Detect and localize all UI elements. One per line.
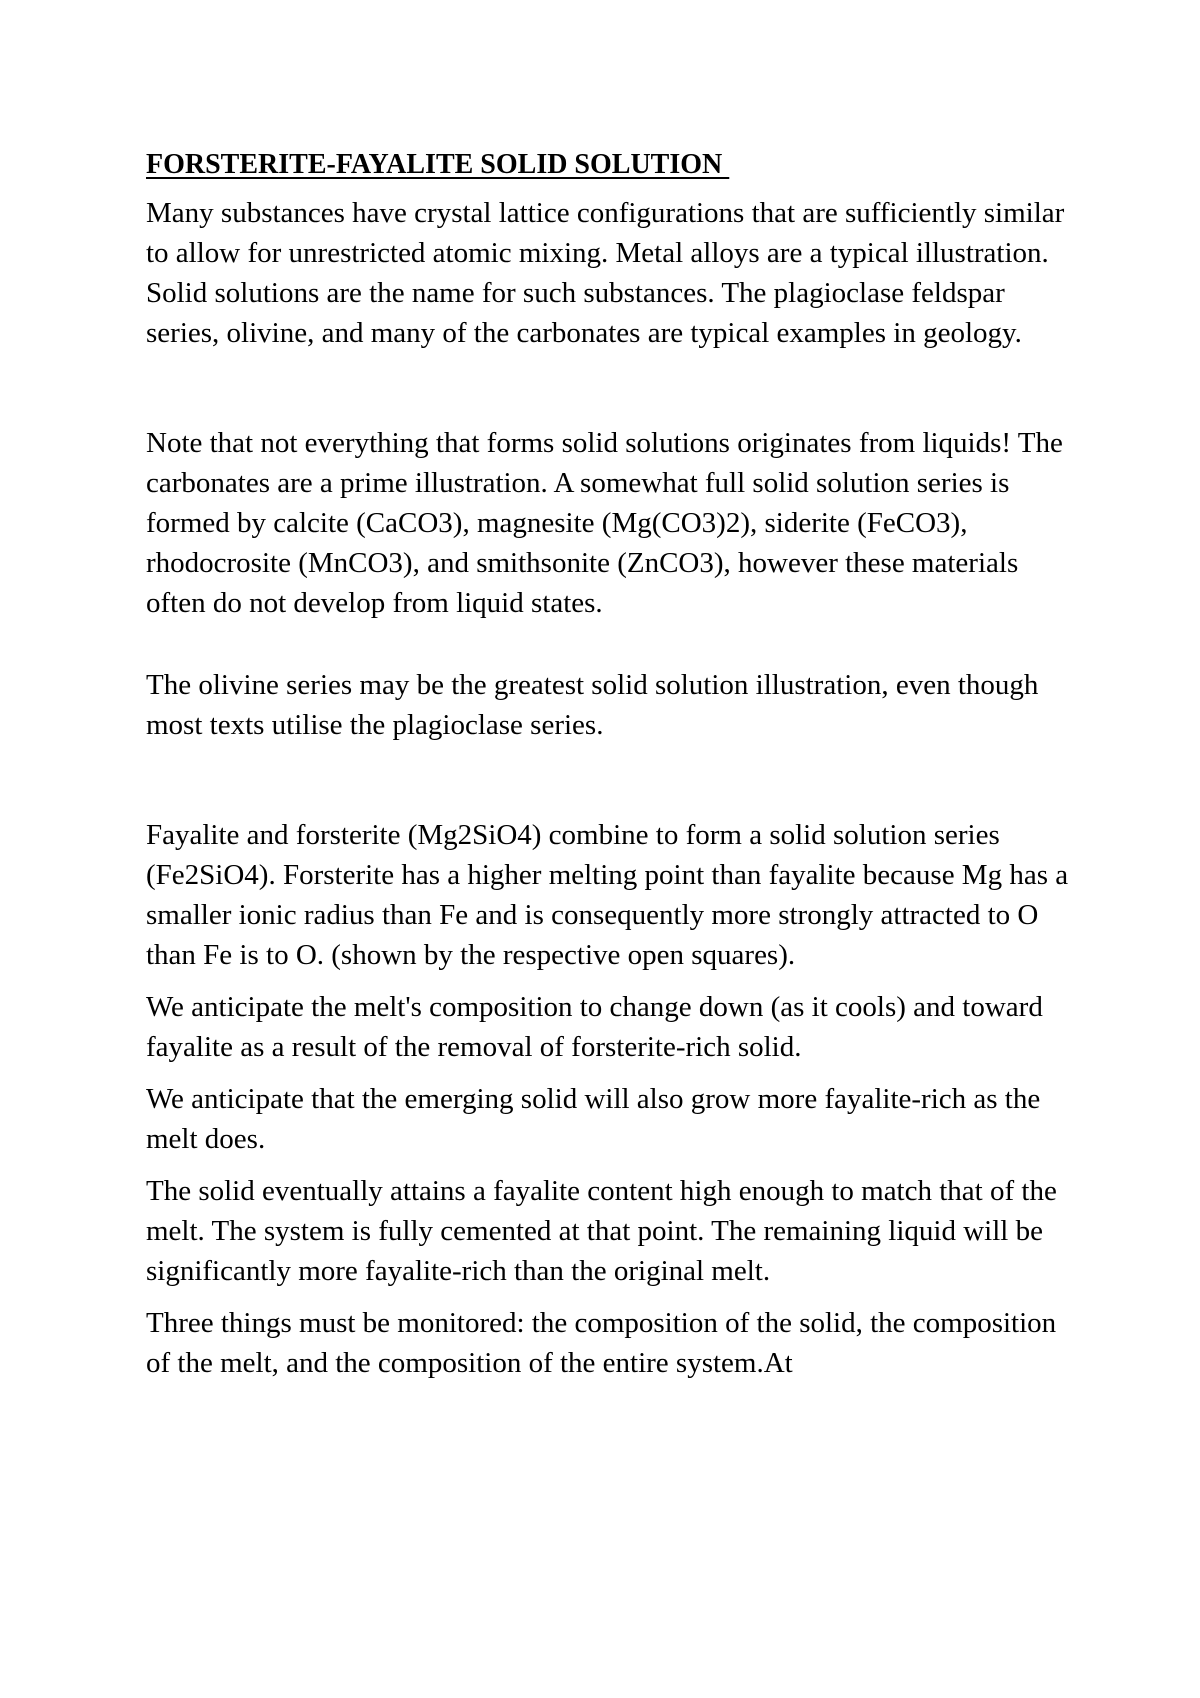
paragraph-olivine-series: The olivine series may be the greatest solid solution illustration, even though most texts utilise the plagioclase series. bbox=[146, 669, 1039, 741]
paragraph-emerging-solid: We anticipate that the emerging solid will also grow more fayalite-rich as the melt does. bbox=[146, 1083, 1041, 1155]
paragraph-fayalite-content: The solid eventually attains a fayalite content high enough to match that of the melt. The system is fully cemented at that point. The remaining liquid will be significantly more fayalite-rich than the original melt. bbox=[146, 1175, 1057, 1287]
paragraph-three-things: Three things must be monitored: the composition of the solid, the composition of the melt, and the composition of the entire system.At bbox=[146, 1307, 1057, 1379]
paragraph-solid-solutions-intro: Many substances have crystal lattice configurations that are sufficiently similar to allow for unrestricted atomic mixing. Metal alloys are a typical illustration. Solid solutions are the name for such substances. The plagioclase feldspar series, olivine, and many of the carbonates are typical examples in geology. bbox=[146, 197, 1065, 349]
paragraph-fayalite-forsterite: Fayalite and forsterite (Mg2SiO4) combine to form a solid solution series (Fe2SiO4). Forsterite has a higher melting point than fayalite because Mg has a smaller ionic radius than Fe and is consequently more strongly attracted to O than Fe is to O. (shown by the respective open squares). bbox=[146, 819, 1069, 971]
paragraph-melt-composition: We anticipate the melt's composition to change down (as it cools) and toward fayalite as a result of the removal of forsterite-rich solid. bbox=[146, 991, 1043, 1063]
document-body bbox=[146, 145, 1076, 1383]
document-title: FORSTERITE-FAYALITE SOLID SOLUTION bbox=[146, 149, 730, 180]
paragraph-carbonates: Note that not everything that forms solid solutions originates from liquids! The carbonates are a prime illustration. A somewhat full solid solution series is formed by calcite (CaCO3), magnesite (Mg(CO3)2), siderite (FeCO3), rhodocrosite (MnCO3), and smithsonite (ZnCO3), however these materials often do not develop from liquid states. bbox=[146, 427, 1063, 619]
